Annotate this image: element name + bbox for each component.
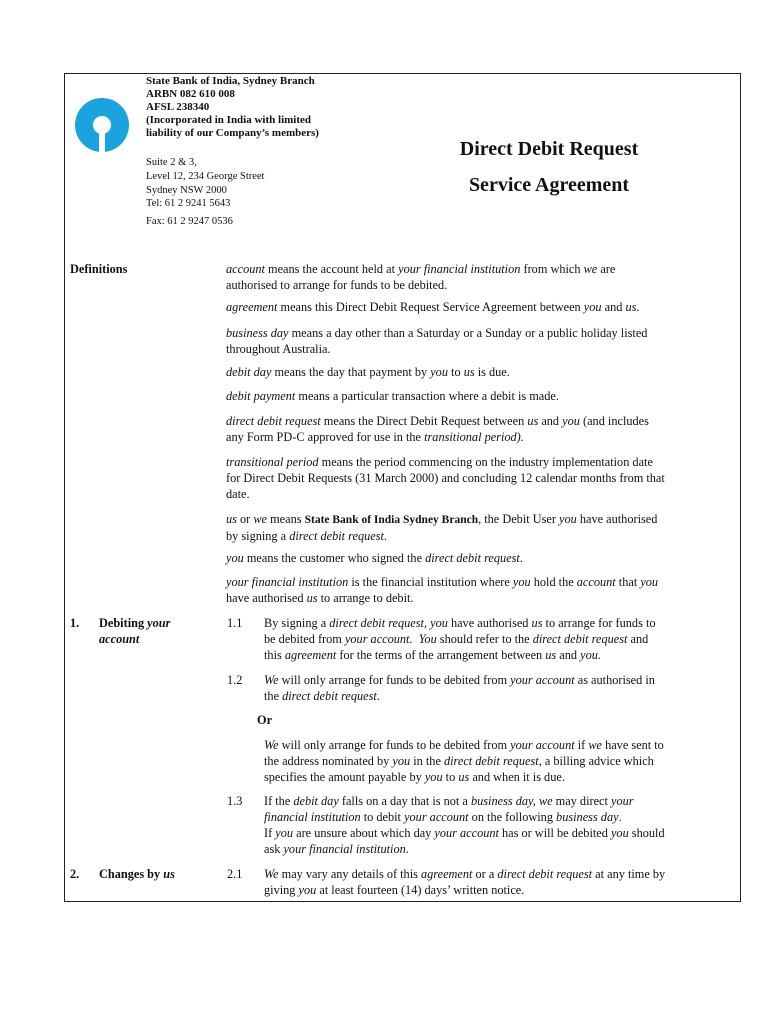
fax: Fax: 61 2 9247 0536 (146, 216, 233, 227)
address-line-2: Level 12, 234 George Street (146, 171, 265, 182)
definition-you: you means the customer who signed the direct debit request. (226, 551, 523, 565)
clause-2-1-text: We may vary any details of this agreement or a direct debit request at any time by giving you at least fourteen (14) days’ written notice. (264, 867, 666, 897)
address-line-1: Suite 2 & 3, (146, 157, 197, 168)
definition-account: account means the account held at your financial institution from which we are authorised to arrange for funds to be debited. (226, 262, 616, 292)
clause-1-3-text: If the debit day falls on a day that is not a business day, we may direct your financial institution to debit your account on the following business day. If you are unsure about which day your account has or will be debited you should ask your financial institution. (264, 794, 665, 856)
section-2-number: 2. (70, 867, 80, 881)
clause-1-3-number: 1.3 (227, 794, 243, 808)
definition-debit-day: debit day means the day that payment by you to us is due. (226, 365, 510, 379)
section-1-heading: Debiting your account (99, 616, 171, 646)
definition-your-financial-institution: your financial institution is the financial institution where you hold the account that you have authorised us to arrange to debit. (226, 575, 659, 605)
telephone: Tel: 61 2 9241 5643 (146, 198, 231, 209)
definition-business-day: business day means a day other than a Saturday or a Sunday or a public holiday listed throughout Australia. (226, 326, 648, 356)
document-title-line-1: Direct Debit Request (459, 138, 639, 160)
sbi-logo-icon (74, 97, 130, 153)
clause-1-2-number: 1.2 (227, 673, 243, 687)
section-2-heading: Changes by us (99, 867, 175, 881)
definition-debit-payment: debit payment means a particular transaction where a debit is made. (226, 389, 559, 403)
definition-transitional-period: transitional period means the period commencing on the industry implementation date for Direct Debit Requests (31 March 2000) and concluding 12 calendar months from that date. (226, 455, 665, 501)
incorporated-line-1: (Incorporated in India with limited (146, 114, 312, 126)
definitions-heading: Definitions (70, 262, 128, 276)
clause-1-2-or: Or (257, 713, 273, 727)
definition-agreement: agreement means this Direct Debit Request Service Agreement between you and us. (226, 300, 640, 314)
definition-us-we: us or we means State Bank of India Sydney Branch, the Debit User you have authorised by signing a direct debit request. (226, 512, 658, 543)
clause-1-1-number: 1.1 (227, 616, 243, 630)
clause-1-1-text: By signing a direct debit request, you have authorised us to arrange for funds to be debited from your account. You should refer to the direct debit request and this agreement for the terms of the arrangement between us and you. (264, 616, 656, 662)
clause-1-2-alternative: We will only arrange for funds to be debited from your account if we have sent to the address nominated by you in the direct debit request, a billing advice which specifies the amount payable by you to us and when it is due. (264, 738, 664, 784)
bank-name: State Bank of India, Sydney Branch (146, 75, 315, 87)
section-1-number: 1. (70, 616, 80, 630)
address-line-3: Sydney NSW 2000 (146, 185, 227, 196)
incorporated-line-2: liability of our Company’s members) (146, 127, 319, 139)
arbn: ARBN 082 610 008 (146, 88, 235, 100)
clause-2-1-number: 2.1 (227, 867, 243, 881)
clause-1-2-text: We will only arrange for funds to be debited from your account as authorised in the direct debit request. (264, 673, 655, 703)
bank-logo (74, 97, 130, 153)
afsl: AFSL 238340 (146, 101, 210, 113)
document-title-line-2: Service Agreement (468, 174, 630, 196)
definition-direct-debit-request: direct debit request means the Direct Debit Request between us and you (and includes any Form PD-C approved for use in the transitional period). (226, 414, 649, 444)
